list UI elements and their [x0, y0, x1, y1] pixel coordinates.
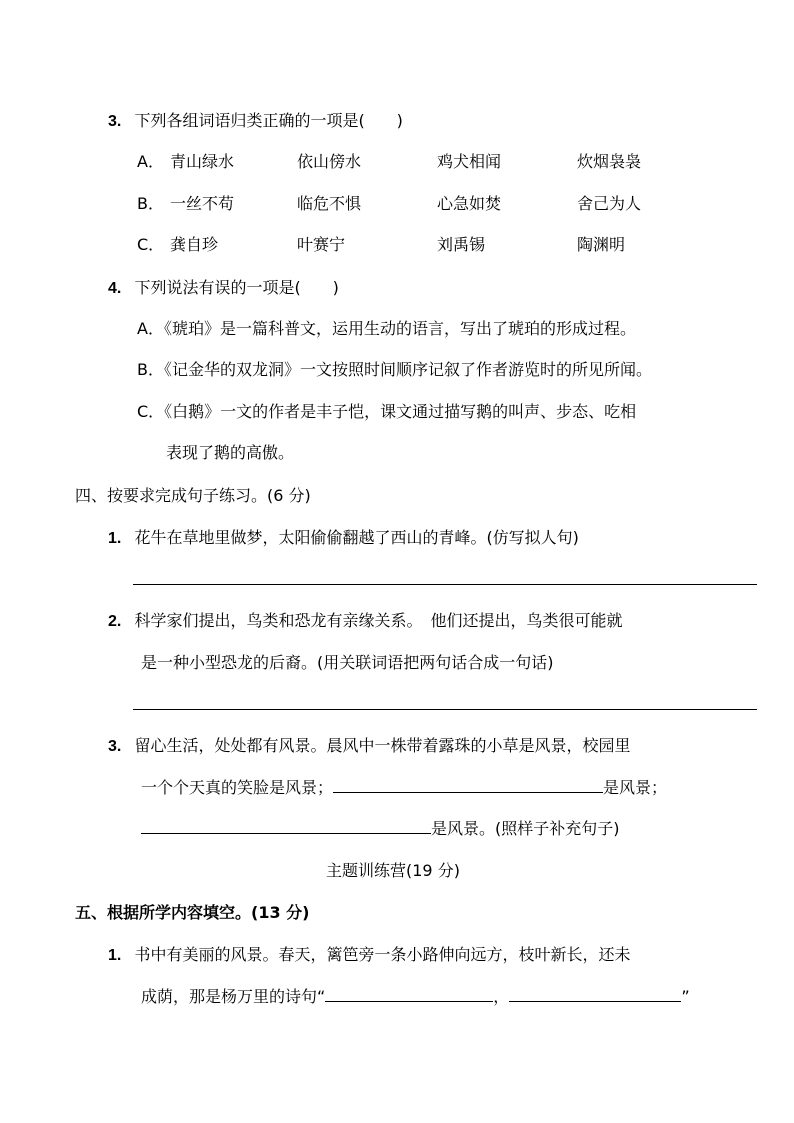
q3-text: 下列各组词语归类正确的一项是( ): [134, 111, 403, 130]
q4-option-c-line2: 表现了鹅的高傲。: [166, 443, 295, 462]
s4-q3-line1: [108, 733, 630, 756]
section-4-heading: 四、按要求完成句子练习。(6 分): [75, 486, 311, 505]
q3-option-item: 依山傍水: [297, 152, 362, 171]
s4-q3-line2-suffix: 是风景；: [603, 778, 668, 797]
q3-option-item: 临危不惧: [297, 194, 362, 213]
s5-q1-close-quote: ”: [681, 987, 690, 1006]
q3-option-item: 鸡犬相闻: [437, 152, 502, 171]
s4-q2-text: 科学家们提出，鸟类和恐龙有亲缘关系。 他们还提出，鸟类很可能就: [134, 611, 623, 630]
s4-q3-line2-prefix: 一个个天真的笑脸是风景；: [141, 778, 334, 797]
theme-camp-title: 主题训练营(19 分): [326, 861, 460, 880]
q3-option-item: 陶渊明: [577, 235, 626, 254]
s4-q1: [108, 525, 579, 548]
s5-q1-line2: [141, 984, 690, 1007]
s4-q3-blank-2[interactable]: [141, 817, 431, 834]
q4-option-c-line1: C．《白鹅》一文的作者是丰子恺，课文通过描写鹅的叫声、步态、吃相: [137, 402, 637, 421]
s4-q2-line1: [108, 608, 622, 631]
s4-q3-blank-1[interactable]: [333, 776, 603, 793]
s5-q1-line2-prefix: 成荫，那是杨万里的诗句“: [141, 987, 326, 1006]
q3-option-label: A．: [137, 152, 164, 171]
s5-q1-number: 1.: [108, 947, 122, 964]
q3-option-item: 舍己为人: [577, 194, 642, 213]
q3-option-label: C．: [137, 235, 165, 254]
section-5-heading: 五、根据所学内容填空。(13 分): [75, 903, 310, 922]
s4-q3-line3: [141, 816, 620, 839]
q3-option-item: 炊烟袅袅: [577, 152, 642, 171]
s5-q1-text: 书中有美丽的风景。春天，篱笆旁一条小路伸向远方，枝叶新长，还未: [134, 945, 631, 964]
q4-text: 下列说法有误的一项是( ): [134, 278, 339, 297]
s4-q1-number: 1.: [108, 530, 122, 547]
s4-q3-number: 3.: [108, 738, 122, 755]
q4-option-b: B．《记金华的双龙洞》一文按照时间顺序记叙了作者游览时的所见所闻。: [137, 360, 652, 379]
q3-number: 3.: [108, 113, 122, 130]
s4-q2-number: 2.: [108, 613, 122, 630]
s5-q1-comma: ，: [493, 987, 510, 1006]
s4-q1-text: 花牛在草地里做梦，太阳偷偷翻越了西山的青峰。(仿写拟人句): [134, 528, 579, 547]
q3-option-item: 刘禹锡: [437, 235, 486, 254]
s5-q1-blank-2[interactable]: [509, 985, 681, 1002]
q3-option-item: 龚自珍: [170, 235, 219, 254]
s5-q1-blank-1[interactable]: [325, 985, 493, 1002]
q3-option-item: 心急如焚: [437, 194, 502, 213]
s4-q3-line2: [141, 775, 667, 798]
q3-option-item: 一丝不苟: [170, 194, 235, 213]
q4-number: 4.: [108, 280, 122, 297]
q4-stem: [108, 275, 339, 298]
s4-q3-line3-suffix: 是风景。(照样子补充句子): [431, 819, 620, 838]
s4-q3-text: 留心生活，处处都有风景。晨风中一株带着露珠的小草是风景，校园里: [134, 736, 631, 755]
s4-q2-line2: 是一种小型恐龙的后裔。(用关联词语把两句话合成一句话): [141, 653, 554, 672]
s4-q2-answer-line[interactable]: [133, 709, 757, 710]
s4-q1-answer-line[interactable]: [133, 584, 757, 585]
q4-option-a: A．《琥珀》是一篇科普文，运用生动的语言，写出了琥珀的形成过程。: [137, 319, 636, 338]
q3-option-item: 叶赛宁: [297, 235, 346, 254]
q3-stem: [108, 108, 403, 131]
q3-option-item: 青山绿水: [170, 152, 235, 171]
s5-q1-line1: [108, 942, 630, 965]
q3-option-label: B．: [137, 194, 164, 213]
